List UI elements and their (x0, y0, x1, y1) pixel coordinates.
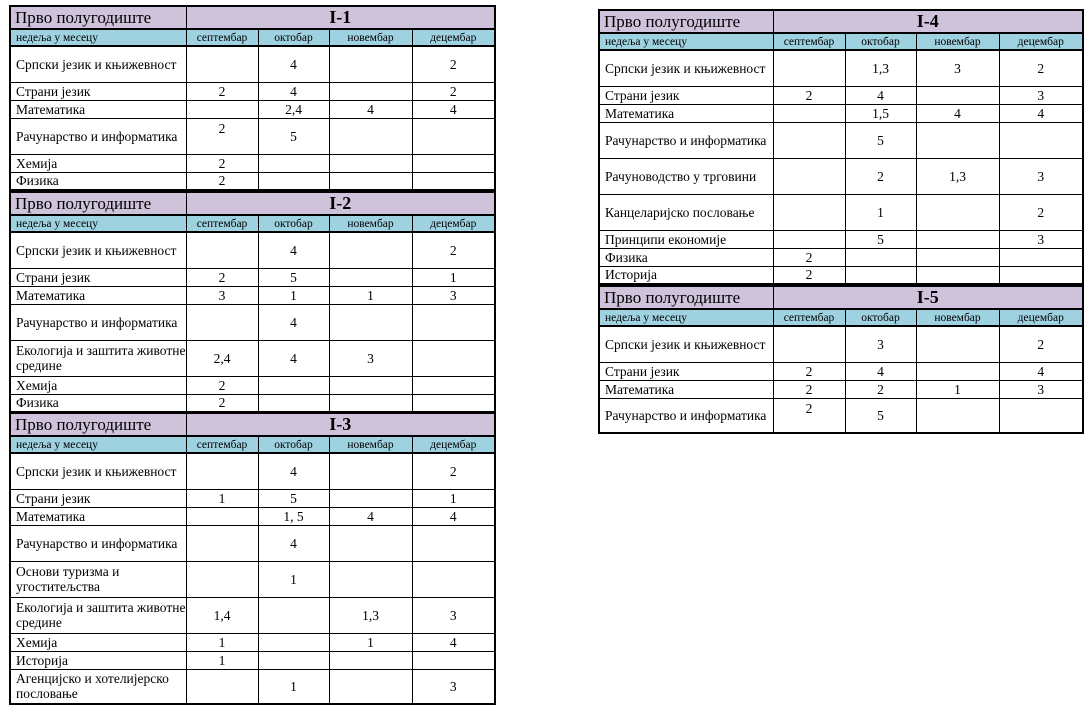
value-cell: 3 (412, 597, 495, 633)
class-title: I-5 (773, 286, 1083, 309)
value-cell (412, 376, 495, 394)
value-cell (916, 194, 999, 230)
value-cell: 1 (186, 489, 258, 507)
value-cell (258, 651, 329, 669)
table-row (599, 122, 1083, 158)
month-header-sep: септембар (186, 436, 258, 453)
table-row (599, 380, 1083, 398)
value-cell: 1 (258, 561, 329, 597)
value-cell: 4 (412, 100, 495, 118)
value-cell (186, 232, 258, 268)
table-row (10, 633, 495, 651)
subject-cell: Српски језик и књижевност (599, 326, 773, 362)
table-row (10, 286, 495, 304)
month-header-oct: октобар (258, 436, 329, 453)
value-cell: 2 (999, 326, 1083, 362)
value-cell (329, 651, 412, 669)
value-cell (916, 122, 999, 158)
value-cell: 2 (845, 158, 916, 194)
value-cell: 1 (258, 669, 329, 704)
value-cell (258, 172, 329, 190)
month-header-nov: новембар (329, 436, 412, 453)
month-header-nov: новембар (329, 29, 412, 46)
subject-cell: Хемија (10, 154, 186, 172)
value-cell: 1 (916, 380, 999, 398)
table-row (10, 669, 495, 704)
value-cell: 3 (999, 230, 1083, 248)
value-cell (329, 525, 412, 561)
subject-cell: Страни језик (10, 82, 186, 100)
value-cell: 1 (845, 194, 916, 230)
subject-cell: Рачунарство и информатика (599, 122, 773, 158)
value-cell: 5 (258, 268, 329, 286)
value-cell (329, 394, 412, 412)
value-cell (916, 230, 999, 248)
value-cell: 3 (999, 158, 1083, 194)
month-header-oct: октобар (258, 29, 329, 46)
month-header-nov: новембар (329, 215, 412, 232)
value-cell (916, 86, 999, 104)
value-cell (773, 230, 845, 248)
value-cell: 1 (412, 489, 495, 507)
value-cell: 1 (329, 633, 412, 651)
value-cell (412, 172, 495, 190)
value-cell (258, 154, 329, 172)
subject-cell: Физика (599, 248, 773, 266)
class-title: I-2 (186, 192, 495, 215)
subject-cell: Физика (10, 394, 186, 412)
month-header-sep: септембар (186, 215, 258, 232)
value-cell (999, 266, 1083, 284)
value-cell: 3 (186, 286, 258, 304)
subject-cell: Физика (10, 172, 186, 190)
value-cell: 2,4 (186, 340, 258, 376)
schedule-table-i3 (9, 412, 496, 705)
table-row (10, 118, 495, 154)
value-cell (773, 158, 845, 194)
value-cell: 1, 5 (258, 507, 329, 525)
subject-cell: Математика (10, 507, 186, 525)
table-row (599, 104, 1083, 122)
value-cell: 1 (258, 286, 329, 304)
value-cell: 4 (412, 507, 495, 525)
month-header-dec: децембар (999, 309, 1083, 326)
schedule-table-i5 (598, 285, 1084, 434)
value-cell: 2 (186, 268, 258, 286)
subject-cell: Екологија и заштита животне средине (10, 597, 186, 633)
table-row (10, 525, 495, 561)
subject-cell: Страни језик (10, 268, 186, 286)
value-cell: 2 (773, 380, 845, 398)
subject-cell: Математика (599, 380, 773, 398)
subject-cell: Хемија (10, 376, 186, 394)
value-cell (845, 248, 916, 266)
table-row (10, 376, 495, 394)
value-cell (412, 561, 495, 597)
value-cell (412, 340, 495, 376)
value-cell: 4 (258, 82, 329, 100)
period-label: Прво полугодиште (599, 10, 773, 33)
table-row (599, 194, 1083, 230)
value-cell (186, 304, 258, 340)
subject-cell: Канцеларијско пословање (599, 194, 773, 230)
value-cell (412, 394, 495, 412)
value-cell: 5 (258, 489, 329, 507)
value-cell: 5 (845, 230, 916, 248)
value-cell (186, 100, 258, 118)
subject-cell: Рачунарство и информатика (10, 118, 186, 154)
value-cell (412, 118, 495, 154)
value-cell (999, 398, 1083, 433)
table-row (10, 154, 495, 172)
subject-cell: Српски језик и књижевност (10, 232, 186, 268)
table-row (10, 489, 495, 507)
subject-cell: Принципи економије (599, 230, 773, 248)
table-row (10, 232, 495, 268)
value-cell: 3 (329, 340, 412, 376)
value-cell (329, 268, 412, 286)
value-cell (773, 194, 845, 230)
value-cell: 4 (329, 507, 412, 525)
month-header-dec: децембар (412, 215, 495, 232)
value-cell: 2 (186, 154, 258, 172)
subject-cell: Рачунарство и информатика (599, 398, 773, 433)
table-row (10, 340, 495, 376)
value-cell: 1 (186, 633, 258, 651)
value-cell: 2,4 (258, 100, 329, 118)
table-row (10, 507, 495, 525)
value-cell (186, 46, 258, 82)
value-cell: 3 (999, 380, 1083, 398)
schedule-table-i2 (9, 191, 496, 413)
table-row (599, 326, 1083, 362)
subject-cell: Математика (10, 286, 186, 304)
value-cell: 2 (412, 46, 495, 82)
value-cell (329, 46, 412, 82)
value-cell: 1 (186, 651, 258, 669)
value-cell: 2 (186, 118, 258, 154)
value-cell: 2 (773, 86, 845, 104)
month-header-nov: новембар (916, 309, 999, 326)
value-cell: 1 (329, 286, 412, 304)
value-cell: 5 (258, 118, 329, 154)
value-cell (845, 266, 916, 284)
value-cell (773, 104, 845, 122)
table-row (599, 266, 1083, 284)
class-title: I-1 (186, 6, 495, 29)
subject-cell: Основи туризма и угоститељства (10, 561, 186, 597)
value-cell (186, 507, 258, 525)
value-cell: 4 (916, 104, 999, 122)
value-cell: 1 (412, 268, 495, 286)
value-cell: 2 (773, 398, 845, 433)
value-cell (329, 232, 412, 268)
value-cell (258, 376, 329, 394)
value-cell: 3 (916, 50, 999, 86)
month-header-dec: децембар (412, 436, 495, 453)
month-header-oct: октобар (845, 309, 916, 326)
value-cell: 4 (845, 362, 916, 380)
table-row (10, 304, 495, 340)
value-cell (329, 172, 412, 190)
value-cell: 4 (258, 453, 329, 489)
value-cell: 5 (845, 398, 916, 433)
value-cell: 4 (999, 104, 1083, 122)
value-cell: 4 (258, 232, 329, 268)
value-cell (916, 248, 999, 266)
value-cell (412, 304, 495, 340)
value-cell: 4 (258, 340, 329, 376)
value-cell: 3 (999, 86, 1083, 104)
table-row (10, 268, 495, 286)
class-title: I-4 (773, 10, 1083, 33)
week-label: недеља у месецу (599, 309, 773, 326)
table-row (10, 82, 495, 100)
value-cell: 4 (258, 525, 329, 561)
value-cell: 2 (186, 394, 258, 412)
month-header-sep: септембар (773, 309, 845, 326)
value-cell: 1,3 (329, 597, 412, 633)
value-cell: 1,4 (186, 597, 258, 633)
value-cell: 2 (186, 82, 258, 100)
week-label: недеља у месецу (599, 33, 773, 50)
value-cell (773, 122, 845, 158)
month-header-dec: децембар (999, 33, 1083, 50)
period-label: Прво полугодиште (10, 192, 186, 215)
value-cell (258, 633, 329, 651)
value-cell: 1,3 (916, 158, 999, 194)
value-cell (186, 453, 258, 489)
value-cell: 4 (999, 362, 1083, 380)
value-cell (329, 669, 412, 704)
value-cell: 2 (999, 194, 1083, 230)
value-cell (412, 651, 495, 669)
value-cell: 1,3 (845, 50, 916, 86)
value-cell: 3 (412, 286, 495, 304)
subject-cell: Рачунарство и информатика (10, 525, 186, 561)
table-row (599, 230, 1083, 248)
subject-cell: Српски језик и књижевност (10, 453, 186, 489)
subject-cell: Агенцијско и хотелијерско пословање (10, 669, 186, 704)
table-row (10, 46, 495, 82)
period-label: Прво полугодиште (599, 286, 773, 309)
subject-cell: Српски језик и књижевност (10, 46, 186, 82)
value-cell: 2 (845, 380, 916, 398)
month-header-nov: новембар (916, 33, 999, 50)
value-cell: 4 (258, 304, 329, 340)
value-cell (329, 561, 412, 597)
class-title: I-3 (186, 413, 495, 436)
table-row (599, 248, 1083, 266)
period-label: Прво полугодиште (10, 413, 186, 436)
value-cell: 2 (412, 232, 495, 268)
value-cell: 4 (329, 100, 412, 118)
value-cell: 4 (845, 86, 916, 104)
value-cell (329, 376, 412, 394)
value-cell: 2 (412, 453, 495, 489)
table-row (599, 50, 1083, 86)
subject-cell: Математика (599, 104, 773, 122)
value-cell: 2 (412, 82, 495, 100)
subject-cell: Екологија и заштита животне средине (10, 340, 186, 376)
month-header-sep: септембар (186, 29, 258, 46)
value-cell: 5 (845, 122, 916, 158)
table-row (599, 398, 1083, 433)
month-header-oct: октобар (845, 33, 916, 50)
table-row (10, 172, 495, 190)
value-cell (412, 525, 495, 561)
subject-cell: Рачунарство и информатика (10, 304, 186, 340)
value-cell: 2 (186, 172, 258, 190)
value-cell (258, 597, 329, 633)
value-cell (329, 304, 412, 340)
month-header-dec: децембар (412, 29, 495, 46)
value-cell: 2 (773, 266, 845, 284)
week-label: недеља у месецу (10, 215, 186, 232)
value-cell (916, 398, 999, 433)
schedule-table-i1 (9, 5, 496, 191)
value-cell (329, 489, 412, 507)
value-cell: 2 (186, 376, 258, 394)
subject-cell: Рачуноводство у трговини (599, 158, 773, 194)
value-cell: 4 (258, 46, 329, 82)
value-cell (329, 82, 412, 100)
value-cell: 3 (845, 326, 916, 362)
schedule-table-i4 (598, 9, 1084, 285)
value-cell: 3 (412, 669, 495, 704)
value-cell (916, 266, 999, 284)
subject-cell: Страни језик (10, 489, 186, 507)
subject-cell: Математика (10, 100, 186, 118)
table-row (10, 597, 495, 633)
subject-cell: Хемија (10, 633, 186, 651)
week-label: недеља у месецу (10, 436, 186, 453)
table-row (10, 453, 495, 489)
subject-cell: Историја (10, 651, 186, 669)
value-cell (186, 525, 258, 561)
value-cell (916, 326, 999, 362)
value-cell (412, 154, 495, 172)
subject-cell: Историја (599, 266, 773, 284)
value-cell (186, 561, 258, 597)
value-cell (916, 362, 999, 380)
value-cell (773, 50, 845, 86)
period-label: Прво полугодиште (10, 6, 186, 29)
value-cell: 2 (999, 50, 1083, 86)
table-row (599, 158, 1083, 194)
value-cell (329, 453, 412, 489)
subject-cell: Страни језик (599, 86, 773, 104)
value-cell (773, 326, 845, 362)
value-cell: 2 (773, 248, 845, 266)
value-cell (999, 122, 1083, 158)
value-cell: 2 (773, 362, 845, 380)
value-cell (329, 118, 412, 154)
table-row (599, 362, 1083, 380)
table-row (10, 561, 495, 597)
value-cell: 4 (412, 633, 495, 651)
value-cell (999, 248, 1083, 266)
month-header-sep: септембар (773, 33, 845, 50)
value-cell (329, 154, 412, 172)
subject-cell: Српски језик и књижевност (599, 50, 773, 86)
value-cell (258, 394, 329, 412)
table-row (10, 394, 495, 412)
table-row (599, 86, 1083, 104)
value-cell (186, 669, 258, 704)
week-label: недеља у месецу (10, 29, 186, 46)
table-row (10, 100, 495, 118)
table-row (10, 651, 495, 669)
value-cell: 1,5 (845, 104, 916, 122)
month-header-oct: октобар (258, 215, 329, 232)
subject-cell: Страни језик (599, 362, 773, 380)
